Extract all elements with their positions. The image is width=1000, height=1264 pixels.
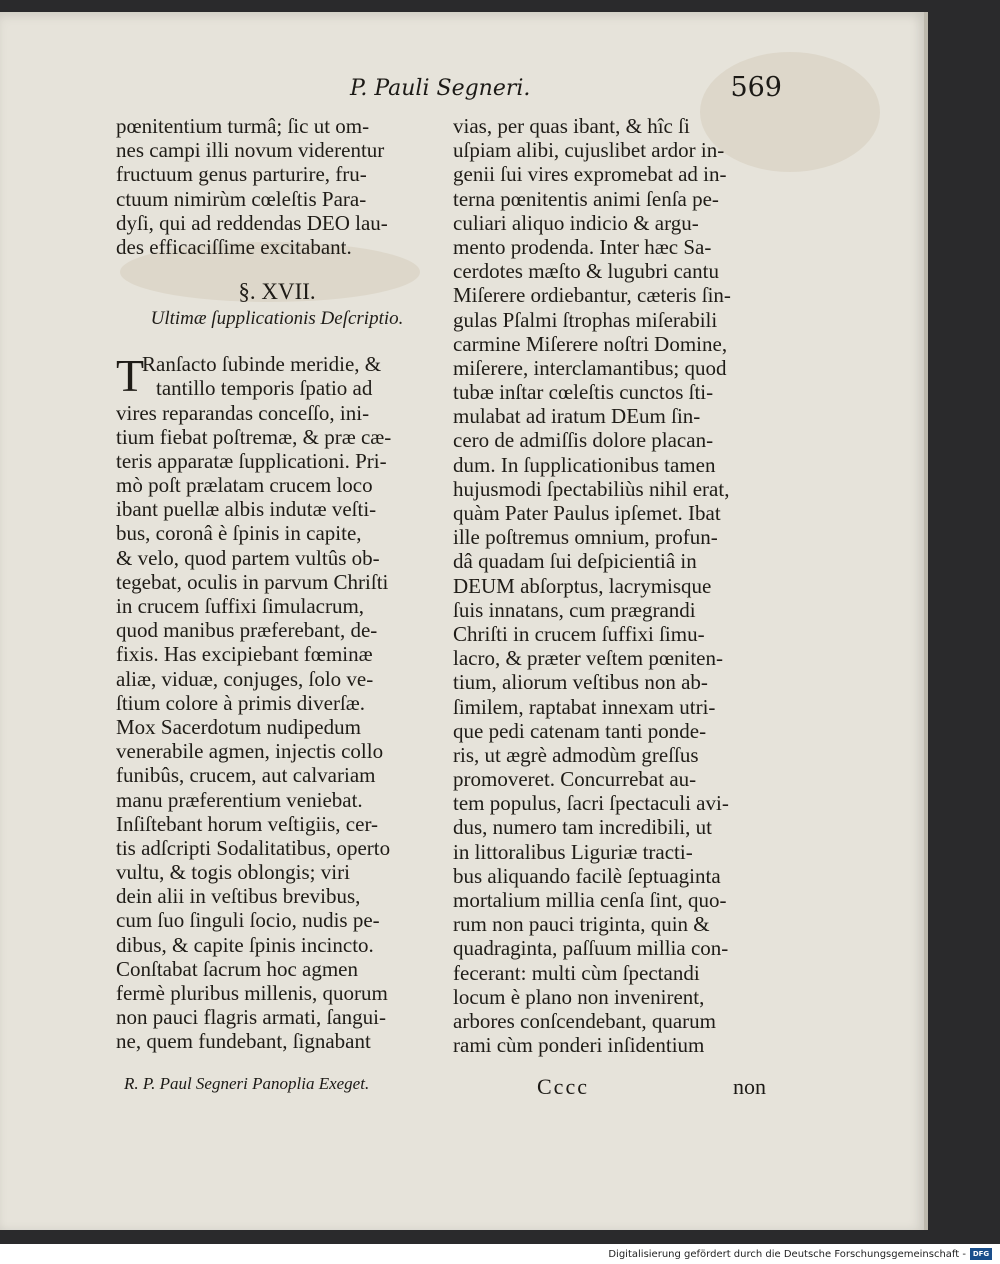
text-line: venerabile agmen, injectis collo xyxy=(116,739,384,764)
text-line: Inſiſtebant horum veſtigiis, cer- xyxy=(116,811,379,836)
page-header xyxy=(350,72,782,112)
text-line: ſtium colore à primis diverſæ. xyxy=(116,690,366,715)
text-line: DEUM abſorptus, lacrymisque xyxy=(453,573,712,598)
text-line: lacro, & præter veſtem pœniten- xyxy=(453,646,723,671)
text-line: des efficaciſſime excitabant. xyxy=(116,234,352,259)
text-line: que pedi catenam tanti ponde- xyxy=(453,718,707,743)
page-number: 569 xyxy=(730,72,782,103)
left-column xyxy=(116,114,438,1054)
text-line: in littoralibus Liguriæ tracti- xyxy=(453,839,693,864)
text-line: dyſi, qui ad reddendas DEO lau- xyxy=(116,210,388,235)
text-line: ris, ut ægrè admodùm greſſus xyxy=(453,742,699,767)
text-line: terna pœnitentis animi ſenſa pe- xyxy=(453,186,719,211)
text-line: genii ſui vires expromebat ad in- xyxy=(453,162,727,187)
text-line: promoveret. Concurrebat au- xyxy=(453,767,697,792)
text-line: rami cùm ponderi inſidentium xyxy=(453,1033,705,1058)
text-line: tem populus, ſacri ſpectaculi avi- xyxy=(453,791,729,816)
right-column xyxy=(453,114,783,1057)
text-line: bus aliquando facilè ſeptuaginta xyxy=(453,863,721,888)
text-line: dus, numero tam incredibili, ut xyxy=(453,815,712,840)
text-line: vias, per quas ibant, & hîc ſi xyxy=(453,114,690,138)
text-line: nes campi illi novum viderentur xyxy=(116,138,385,163)
text-line: cum ſuo ſinguli ſocio, nudis pe- xyxy=(116,908,380,933)
dfg-logo-icon: DFG xyxy=(970,1248,992,1260)
digitization-credit xyxy=(608,1248,992,1260)
text-line: dein alii in veſtibus brevibus, xyxy=(116,884,361,909)
text-line: culiari aliquo indicio & argu- xyxy=(453,210,699,235)
text-line: arbores conſcendebant, quarum xyxy=(453,1008,716,1033)
text-line: fermè pluribus millenis, quorum xyxy=(116,981,388,1005)
text-line: quod manibus præferebant, de- xyxy=(116,618,378,643)
text-line: tegebat, oculis in parvum Chriſti xyxy=(116,569,389,594)
text-line: mento prodenda. Inter hæc Sa- xyxy=(453,234,712,259)
text-line: fructuum genus parturire, fru- xyxy=(116,162,367,187)
text-line: pœnitentium turmâ; ſic ut om- xyxy=(116,114,370,138)
text-line: dum. In ſupplicationibus tamen xyxy=(453,452,716,477)
text-line: vultu, & togis oblongis; viri xyxy=(116,860,350,885)
text-line: cero de admiſſis dolore placan- xyxy=(453,428,714,453)
drop-cap: T xyxy=(116,350,145,402)
text-line: mortalium millia cenſa ſint, quo- xyxy=(453,888,727,912)
signature-mark: Cccc xyxy=(537,1074,589,1099)
text-line: ibant puellæ albis indutæ veſti- xyxy=(116,497,377,522)
text-line: quadraginta, paſſuum millia con- xyxy=(453,936,729,961)
text-line: vires reparandas conceſſo, ini- xyxy=(116,400,370,425)
text-line: Ranſacto ſubinde meridie, & xyxy=(142,352,382,377)
footer-title: R. P. Paul Segneri Panoplia Exeget. xyxy=(124,1074,370,1093)
text-line: quàm Pater Paulus ipſemet. Ibat xyxy=(453,501,721,525)
text-line: dâ quadam ſui deſpicientiâ in xyxy=(453,549,697,574)
text-line: ille poſtremus omnium, profun- xyxy=(453,525,718,550)
text-line: gulas Pſalmi ſtrophas miſerabili xyxy=(453,307,718,332)
text-line: non pauci flagris armati, ſangui- xyxy=(116,1005,386,1030)
credit-text: Digitalisierung gefördert durch die Deutsche Forschungsgemeinschaft - xyxy=(608,1248,966,1260)
text-line: locum è plano non invenirent, xyxy=(453,984,705,1009)
text-line: miſerere, interclamantibus; quod xyxy=(453,355,727,380)
text-line: ne, quem fundebant, ſignabant xyxy=(116,1029,371,1054)
text-line: aliæ, viduæ, conjuges, ſolo ve- xyxy=(116,666,374,691)
text-line: Chriſti in crucem ſuffixi ſimu- xyxy=(453,621,705,646)
text-line: mò poſt prælatam crucem loco xyxy=(116,473,373,498)
page-edge xyxy=(924,12,928,1230)
catchword: non xyxy=(733,1074,766,1099)
text-line: in crucem ſuffixi ſimulacrum, xyxy=(116,594,365,618)
text-line: fecerant: multi cùm ſpectandi xyxy=(453,960,700,985)
text-line: uſpiam alibi, cujuslibet ardor in- xyxy=(453,138,725,163)
text-line: ſuis innatans, cum prægrandi xyxy=(453,597,696,622)
text-line: dibus, & capite ſpinis incincto. xyxy=(116,932,374,957)
text-line: tantillo temporis ſpatio ad xyxy=(156,376,373,401)
text-line: cerdotes mæſto & lugubri cantu xyxy=(453,259,719,284)
text-line: ctuum nimirùm cœleſtis Para- xyxy=(116,186,367,211)
section-subtitle: Ultimæ ſupplicationis Deſcriptio. xyxy=(150,308,404,330)
text-line: Mox Sacerdotum nudipedum xyxy=(116,714,361,739)
section-title: §. XVII. xyxy=(238,279,316,305)
text-line: hujusmodi ſpectabiliùs nihil erat, xyxy=(453,476,730,501)
text-line: tium fiebat poſtremæ, & præ cæ- xyxy=(116,424,392,449)
text-line: fixis. Has excipiebant fœminæ xyxy=(116,642,373,667)
text-line: tis adſcripti Sodalitatibus, operto xyxy=(116,835,391,860)
text-line: manu præferentium veniebat. xyxy=(116,787,363,812)
text-line: bus, coronâ è ſpinis in capite, xyxy=(116,521,362,546)
text-line: ſimilem, raptabat innexam utri- xyxy=(453,694,716,719)
text-line: teris apparatæ ſupplicationi. Pri- xyxy=(116,448,387,473)
text-line: Conſtabat ſacrum hoc agmen xyxy=(116,956,359,981)
text-line: Miſerere ordiebantur, cæteris ſin- xyxy=(453,283,731,308)
text-line: mulabat ad iratum DEum ſin- xyxy=(453,404,701,429)
text-line: & velo, quod partem vultûs ob- xyxy=(116,545,380,570)
text-line: tium, aliorum veſtibus non ab- xyxy=(453,670,708,695)
text-line: funibûs, crucem, aut calvariam xyxy=(116,763,376,788)
text-line: carmine Miſerere noſtri Domine, xyxy=(453,331,728,356)
running-head: P. Pauli Segneri. xyxy=(350,76,531,101)
text-line: tubæ inſtar cœleſtis cunctos ſti- xyxy=(453,380,714,405)
text-line: rum non pauci triginta, quin & xyxy=(453,912,710,937)
